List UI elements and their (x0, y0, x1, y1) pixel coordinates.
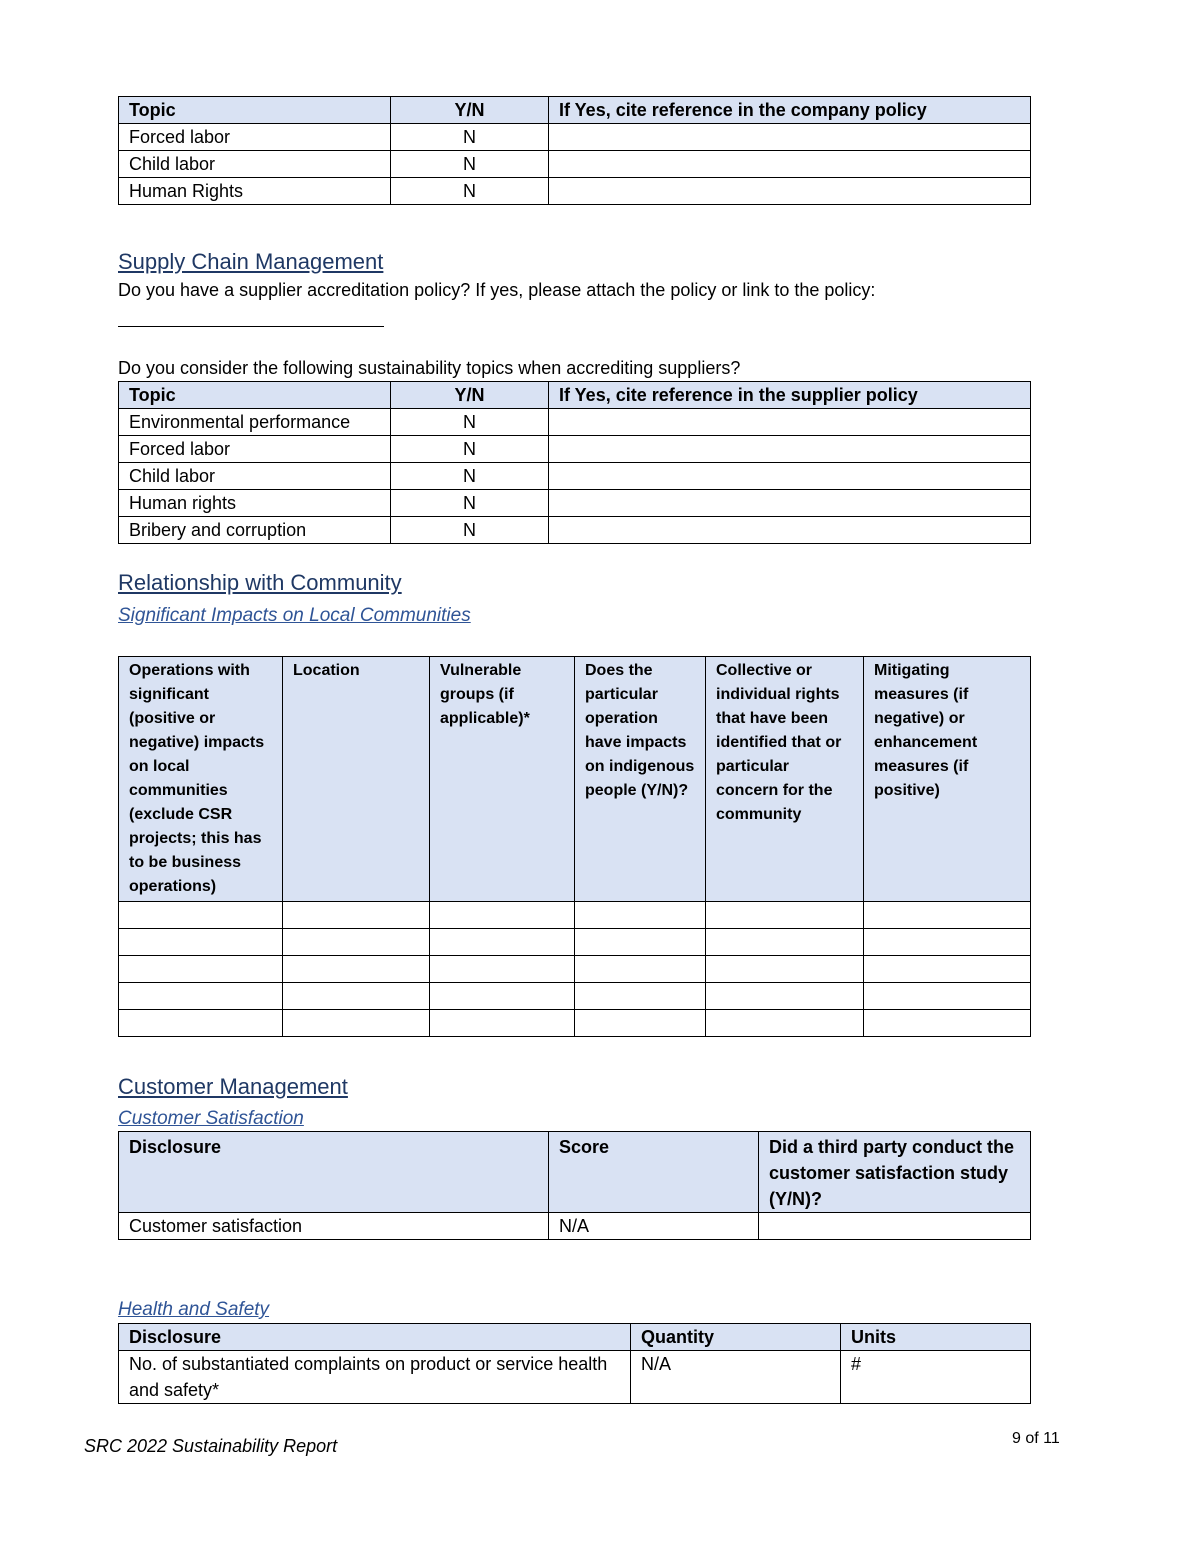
yn-cell: N (391, 178, 549, 205)
community-impacts-table (118, 656, 1031, 1037)
topic-cell: Bribery and corruption (119, 517, 391, 544)
sustainability-topics-question: Do you consider the following sustainability topics when accrediting suppliers? (118, 358, 741, 378)
customer-heading: Customer Management (118, 1074, 348, 1099)
page-number: 9 of 11 (1012, 1430, 1060, 1447)
table-header-row (119, 657, 1031, 902)
header-rights-concern: Collective or individual rights that have been identified that or particular concern for the community (706, 657, 864, 902)
table-row (119, 178, 1031, 205)
header-reference: If Yes, cite reference in the company policy (549, 97, 1031, 124)
header-topic: Topic (119, 97, 391, 124)
header-yn: Y/N (391, 382, 549, 409)
reference-cell (549, 178, 1031, 205)
reference-cell (549, 151, 1031, 178)
table-row (119, 902, 1031, 929)
topic-cell: Human Rights (119, 178, 391, 205)
topic-cell: Environmental performance (119, 409, 391, 436)
yn-cell: N (391, 490, 549, 517)
table-row (119, 463, 1031, 490)
supply-chain-heading: Supply Chain Management (118, 249, 384, 274)
table-header-row (119, 1132, 1031, 1213)
yn-cell: N (391, 124, 549, 151)
table-row (119, 124, 1031, 151)
header-disclosure: Disclosure (119, 1132, 549, 1213)
company-policy-table (118, 96, 1031, 205)
customer-satisfaction-table (118, 1131, 1031, 1240)
table-header-row (119, 382, 1031, 409)
yn-cell: N (391, 436, 549, 463)
score-cell: N/A (549, 1213, 759, 1240)
table-row (119, 436, 1031, 463)
footer-report-title: SRC 2022 Sustainability Report (84, 1436, 338, 1456)
table-row (119, 929, 1031, 956)
header-indigenous-impact: Does the particular operation have impacts on indigenous people (Y/N)? (575, 657, 706, 902)
header-topic: Topic (119, 382, 391, 409)
yn-cell: N (391, 463, 549, 490)
table-row (119, 409, 1031, 436)
topic-cell: Forced labor (119, 436, 391, 463)
yn-cell: N (391, 151, 549, 178)
table-header-row (119, 97, 1031, 124)
header-score: Score (549, 1132, 759, 1213)
table-row (119, 1010, 1031, 1037)
reference-cell (549, 517, 1031, 544)
topic-cell: Child labor (119, 151, 391, 178)
health-safety-subheading: Health and Safety (118, 1299, 270, 1320)
header-third-party: Did a third party conduct the customer satisfaction study (Y/N)? (759, 1132, 1031, 1213)
quantity-cell: N/A (631, 1351, 841, 1404)
table-row (119, 517, 1031, 544)
reference-cell (549, 490, 1031, 517)
header-location: Location (283, 657, 430, 902)
header-vulnerable-groups: Vulnerable groups (if applicable)* (430, 657, 575, 902)
header-units: Units (841, 1324, 1031, 1351)
header-disclosure: Disclosure (119, 1324, 631, 1351)
header-yn: Y/N (391, 97, 549, 124)
header-mitigating-measures: Mitigating measures (if negative) or enhancement measures (if positive) (864, 657, 1031, 902)
answer-blank-line (118, 326, 384, 327)
community-heading: Relationship with Community (118, 570, 402, 595)
yn-cell: N (391, 517, 549, 544)
community-subheading: Significant Impacts on Local Communities (118, 605, 471, 626)
table-row (119, 490, 1031, 517)
topic-cell: Human rights (119, 490, 391, 517)
reference-cell (549, 409, 1031, 436)
reference-cell (549, 436, 1031, 463)
yn-cell: N (391, 409, 549, 436)
table-header-row (119, 1324, 1031, 1351)
table-row (119, 983, 1031, 1010)
disclosure-cell: No. of substantiated complaints on product or service health and safety* (119, 1351, 631, 1404)
table-row (119, 1213, 1031, 1240)
header-reference: If Yes, cite reference in the supplier policy (549, 382, 1031, 409)
customer-satisfaction-subheading: Customer Satisfaction (118, 1108, 304, 1129)
health-safety-table (118, 1323, 1031, 1404)
topic-cell: Child labor (119, 463, 391, 490)
third-party-cell (759, 1213, 1031, 1240)
reference-cell (549, 463, 1031, 490)
table-row (119, 1351, 1031, 1404)
supplier-policy-question: Do you have a supplier accreditation policy? If yes, please attach the policy or link to the policy: (118, 280, 876, 300)
header-operations: Operations with significant (positive or negative) impacts on local communities (exclude CSR projects; this has to be business operations) (119, 657, 283, 902)
topic-cell: Forced labor (119, 124, 391, 151)
table-row (119, 151, 1031, 178)
header-quantity: Quantity (631, 1324, 841, 1351)
disclosure-cell: Customer satisfaction (119, 1213, 549, 1240)
supplier-policy-table (118, 381, 1031, 544)
units-cell: # (841, 1351, 1031, 1404)
table-row (119, 956, 1031, 983)
reference-cell (549, 124, 1031, 151)
